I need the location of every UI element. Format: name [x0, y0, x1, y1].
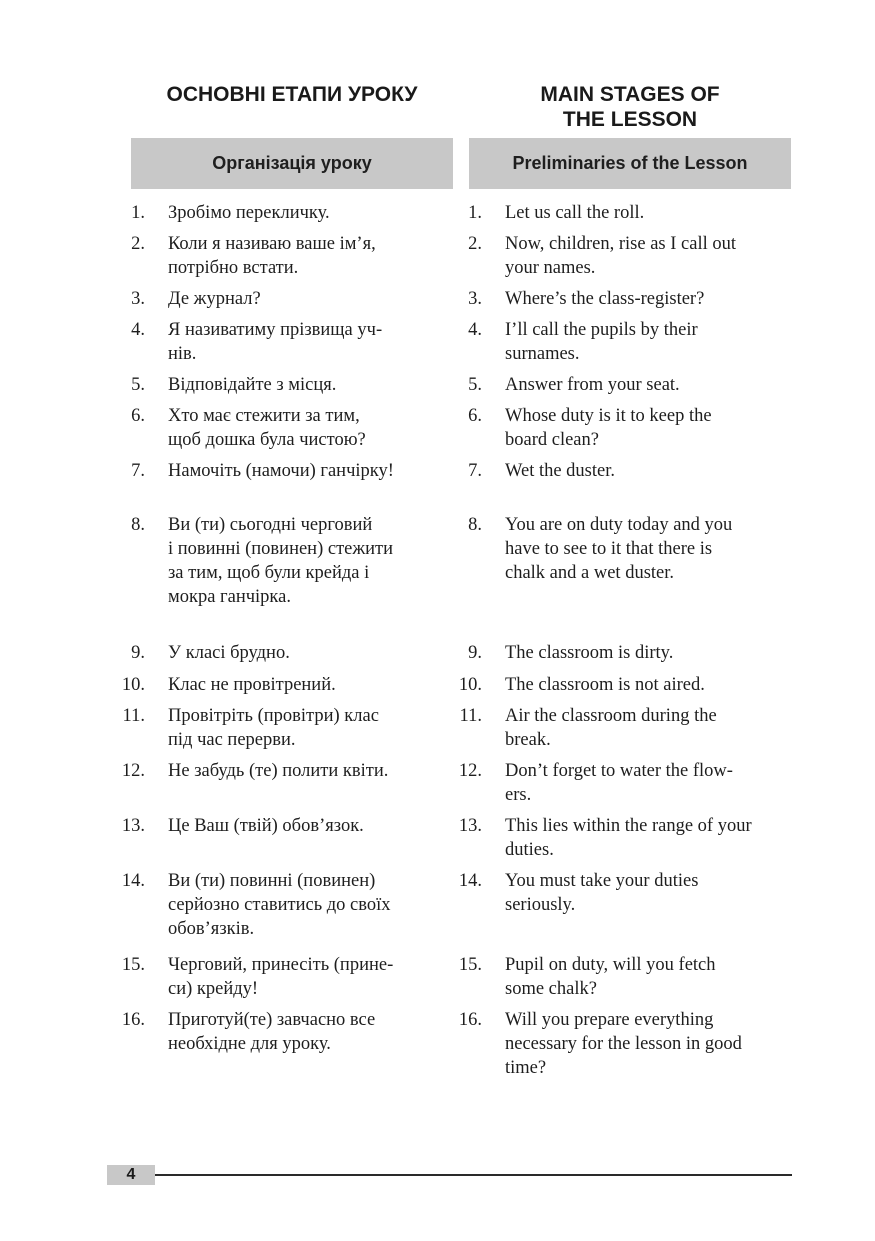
item-text: Ви (ти) сьогодні черговий і повинні (повинен) стежити за тим, щоб були крейда і мокра ганчірка. — [168, 515, 394, 607]
item-text: You must take your duties seriously. — [505, 871, 699, 915]
section-header-english: Preliminaries of the Lesson — [469, 138, 791, 189]
item-number: 4. — [468, 320, 482, 340]
item-text: Приготуй(те) завчасно все необхідне для уроку. — [168, 1010, 376, 1054]
item-number: 16. — [458, 1010, 482, 1030]
item-text: Answer from your seat. — [505, 375, 680, 395]
item-number: 5. — [131, 375, 145, 395]
item-number: 15. — [458, 955, 482, 975]
item-number: 5. — [468, 375, 482, 395]
page-number: 4 — [107, 1165, 155, 1185]
item-text: Це Ваш (твій) обов’язок. — [168, 816, 364, 836]
item-text: Намочіть (намочи) ганчірку! — [168, 461, 394, 481]
item-text: Хто має стежити за тим, щоб дошка була чистою? — [168, 406, 366, 450]
item-number: 11. — [122, 706, 145, 726]
item-text: Whose duty is it to keep the board clean? — [505, 406, 712, 450]
item-text: The classroom is not aired. — [505, 675, 705, 695]
item-text: Don’t forget to water the flow- ers. — [505, 761, 733, 805]
item-number: 16. — [121, 1010, 145, 1030]
item-text: The classroom is dirty. — [505, 643, 674, 663]
item-number: 10. — [121, 675, 145, 695]
item-number: 3. — [468, 289, 482, 309]
item-text: Провітріть (провітри) клас під час перерви. — [168, 706, 379, 750]
item-text: Де журнал? — [168, 289, 261, 309]
item-text: This lies within the range of your duties. — [505, 816, 752, 860]
column-title-ukrainian: ОСНОВНІ ЕТАПИ УРОКУ — [166, 83, 418, 106]
item-number: 9. — [468, 643, 482, 663]
item-number: 12. — [121, 761, 145, 781]
column-title-english: MAIN STAGES OF THE LESSON — [540, 83, 720, 131]
item-text: Черговий, принесіть (прине- си) крейду! — [168, 955, 394, 999]
item-text: Pupil on duty, will you fetch some chalk? — [505, 955, 716, 999]
item-text: Will you prepare everything necessary for the lesson in good time? — [505, 1010, 742, 1078]
item-number: 1. — [131, 203, 145, 223]
item-text: Where’s the class-register? — [505, 289, 705, 309]
item-text: Я називатиму прізвища уч- нів. — [168, 320, 383, 364]
footer-rule — [155, 1174, 792, 1176]
item-number: 13. — [121, 816, 145, 836]
item-number: 6. — [131, 406, 145, 426]
item-number: 15. — [121, 955, 145, 975]
item-number: 10. — [458, 675, 482, 695]
item-text: Now, children, rise as I call out your names. — [505, 234, 737, 278]
item-text: Air the classroom during the break. — [505, 706, 717, 750]
section-header-ukrainian: Організація уроку — [131, 138, 453, 189]
item-number: 1. — [468, 203, 482, 223]
item-text: Wet the duster. — [505, 461, 615, 481]
item-number: 12. — [458, 761, 482, 781]
item-number: 6. — [468, 406, 482, 426]
item-text: Відповідайте з місця. — [168, 375, 337, 395]
item-number: 2. — [131, 234, 145, 254]
item-number: 2. — [468, 234, 482, 254]
item-text: У класі брудно. — [168, 643, 290, 663]
item-number: 13. — [458, 816, 482, 836]
item-text: I’ll call the pupils by their surnames. — [505, 320, 698, 364]
item-number: 8. — [468, 515, 482, 535]
item-number: 4. — [131, 320, 145, 340]
item-text: Let us call the roll. — [505, 203, 645, 223]
item-number: 11. — [459, 706, 482, 726]
item-number: 14. — [458, 871, 482, 891]
item-text: Коли я називаю ваше ім’я, потрібно встати. — [168, 234, 376, 278]
item-text: Зробімо перекличку. — [168, 203, 330, 223]
item-text: Не забудь (те) полити квіти. — [168, 761, 389, 781]
item-number: 3. — [131, 289, 145, 309]
item-text: You are on duty today and you have to see to it that there is chalk and a wet duster. — [505, 515, 733, 583]
item-number: 9. — [131, 643, 145, 663]
item-number: 8. — [131, 515, 145, 535]
item-number: 7. — [131, 461, 145, 481]
item-text: Ви (ти) повинні (повинен) серйозно ставитись до своїх обов’язків. — [168, 871, 391, 939]
item-number: 14. — [121, 871, 145, 891]
item-text: Клас не провітрений. — [168, 675, 336, 695]
item-number: 7. — [468, 461, 482, 481]
